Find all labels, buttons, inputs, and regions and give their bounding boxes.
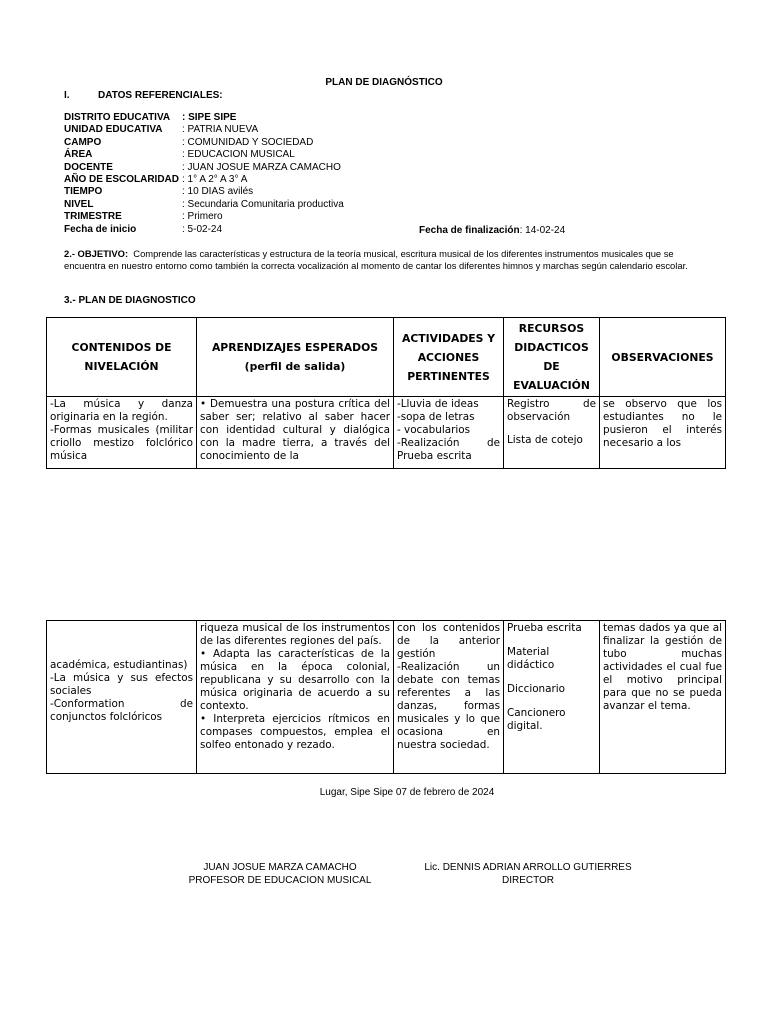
cell-text: se observo que los estudiantes no le pusieron el interés necesario a los — [603, 398, 722, 449]
teacher-signature-block — [160, 861, 400, 887]
cell-text: Material didáctico — [507, 646, 555, 671]
referential-value: : 5-02-24 — [182, 223, 223, 235]
referential-value: : PATRIA NUEVA — [182, 124, 259, 136]
referential-label: ÁREA — [64, 149, 93, 161]
cell-actividades — [394, 621, 504, 774]
cell-text: Lista de cotejo — [507, 434, 583, 446]
header-line: PERTINENTES — [407, 369, 490, 383]
cell-text: con los contenidos de la anterior gestión — [397, 622, 500, 660]
cell-text: -La música y sus efectos sociales — [50, 672, 193, 697]
director-signature-block — [408, 861, 648, 887]
referential-label: Fecha de inicio — [64, 223, 137, 235]
referential-value: : COMUNIDAD Y SOCIEDAD — [182, 136, 314, 148]
cell-contenidos — [47, 621, 197, 774]
cell-aprendizajes — [197, 621, 394, 774]
referential-label: TIEMPO — [64, 186, 103, 198]
header-line: EVALUACIÓN — [513, 379, 590, 392]
cell-text: temas dados ya que al finalizar la gestión de tubo muchas actividades el cual fue el motivo principal para que no se pueda avanzar el tema. — [603, 622, 722, 712]
cell-text: -Formas musicales (militar criollo mestizo folclórico música — [50, 424, 193, 462]
referential-label: CAMPO — [64, 136, 102, 148]
referential-label: DISTRITO EDUCATIVA — [64, 112, 171, 123]
section-1-title: DATOS REFERENCIALES: — [98, 90, 223, 101]
plan-table-part-1 — [46, 317, 726, 469]
cell-recursos — [504, 397, 600, 469]
header-line: CONTENIDOS DE — [71, 341, 172, 354]
header-actividades — [394, 318, 504, 397]
referential-value: : JUAN JOSUE MARZA CAMACHO — [182, 161, 341, 173]
cell-actividades — [394, 397, 504, 469]
document-title: PLAN DE DIAGNÓSTICO — [325, 77, 443, 88]
table-header-row — [47, 318, 726, 397]
header-observaciones — [600, 318, 726, 397]
header-line: NIVELACIÓN — [84, 360, 159, 373]
header-line: (perfil de salida) — [244, 360, 346, 373]
teacher-role: PROFESOR DE EDUCACION MUSICAL — [188, 875, 372, 886]
header-line: ACCIONES — [417, 350, 480, 364]
section-1-heading — [64, 90, 223, 101]
plan-table-part-2 — [46, 620, 726, 774]
section-3-heading: 3.- PLAN DE DIAGNOSTICO — [64, 295, 196, 306]
header-line: APRENDIZAJES ESPERADOS — [211, 341, 379, 354]
place-date: Lugar, Sipe Sipe 07 de febrero de 2024 — [319, 787, 495, 798]
header-line: RECURSOS — [518, 322, 585, 335]
referential-value: : Primero — [182, 211, 223, 223]
referential-value: : SIPE SIPE — [182, 112, 237, 123]
cell-text: Diccionario — [507, 683, 566, 695]
objective-text: Comprende las características y estructura de la teoría musical, escritura musical de los diferentes instrumentos musicales que se encuentra en nuestro entorno como también la correcta vocalización al momento de cantar los diferentes himnos y marchas según calendario escolar. — [64, 248, 688, 271]
referential-value: : EDUCACION MUSICAL — [182, 149, 295, 161]
cell-text: Cancionero digital. — [507, 707, 566, 732]
header-line: ACTIVIDADES Y — [401, 331, 496, 345]
table-row — [47, 621, 726, 774]
cell-text: -Realización un debate con temas referentes a las danzas, formas musicales y lo que ocasiona en nuestra sociedad. — [397, 661, 500, 751]
referential-value: : 10 DIAS avilés — [182, 186, 254, 198]
cell-text: -Conformation de conjunctos folclóricos — [50, 698, 193, 723]
cell-text: -sopa de letras — [397, 411, 475, 423]
cell-aprendizajes — [197, 397, 394, 469]
cell-text: -Realización de Prueba escrita — [397, 437, 500, 462]
referential-label: AÑO DE ESCOLARIDAD — [64, 174, 180, 185]
director-name: Lic. DENNIS ADRIAN ARROLLO GUTIERRES — [424, 862, 632, 873]
cell-text: -Lluvia de ideas — [397, 398, 479, 410]
cell-text: -La música y danza originaria en la región. — [50, 398, 193, 423]
cell-text: • Demuestra una postura crítica del saber ser; relativo al saber hacer con identidad cultural y dialógica con la madre tierra, a través del conocimiento de la — [200, 398, 390, 462]
section-1-number: I. — [64, 90, 70, 101]
header-line: DE — [543, 360, 560, 373]
referential-label: UNIDAD EDUCATIVA — [64, 124, 163, 136]
cell-text: • Adapta las características de la música en la época colonial, republicana y su desarrollo con la música originaria de acuerdo a su contexto. — [200, 648, 390, 712]
cell-text: riqueza musical de los instrumentos de las diferentes regiones del país. — [200, 622, 390, 647]
table-row — [47, 397, 726, 469]
teacher-name: JUAN JOSUE MARZA CAMACHO — [203, 862, 357, 873]
end-date — [419, 225, 565, 236]
cell-text: Prueba escrita — [507, 622, 582, 634]
cell-text: • Interpreta ejercicios rítmicos en compases compuestos, emplea el solfeo entonado y rezado. — [200, 713, 390, 751]
cell-observaciones — [600, 397, 726, 469]
cell-contenidos — [47, 397, 197, 469]
header-line: DIDACTICOS — [514, 341, 589, 354]
end-date-label: Fecha de finalización — [419, 225, 520, 236]
objective-paragraph — [64, 248, 714, 272]
cell-observaciones — [600, 621, 726, 774]
referential-value: : 1° A 2° A 3° A — [182, 174, 248, 185]
header-contenidos — [47, 318, 197, 397]
cell-text: académica, estudiantinas) — [50, 659, 188, 671]
header-aprendizajes — [197, 318, 394, 397]
cell-text: - vocabularios — [397, 424, 471, 436]
objective-label: 2.- OBJETIVO: — [64, 248, 129, 259]
referential-label: DOCENTE — [64, 161, 113, 173]
director-role: DIRECTOR — [501, 875, 555, 886]
header-recursos — [504, 318, 600, 397]
cell-text: Registro de observación — [507, 398, 596, 423]
header-line: OBSERVACIONES — [611, 350, 714, 364]
cell-recursos — [504, 621, 600, 774]
referential-label: TRIMESTRE — [64, 211, 122, 223]
referential-label: NIVEL — [64, 198, 94, 210]
referential-value: : Secundaria Comunitaria productiva — [182, 198, 344, 210]
end-date-value: : 14-02-24 — [519, 225, 566, 236]
